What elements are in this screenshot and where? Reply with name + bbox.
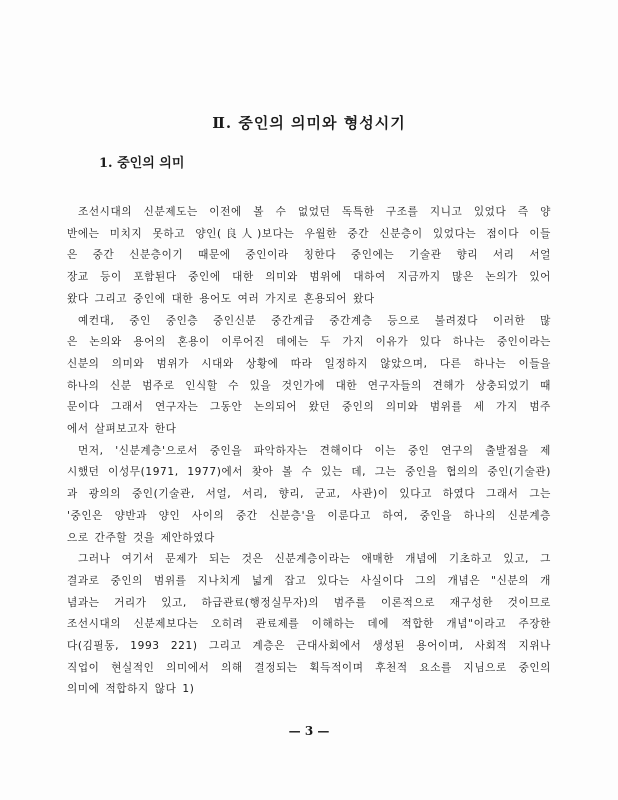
paragraph-4 (67, 549, 551, 701)
text-line: 의미에 적합하지 않다 1) (67, 683, 195, 696)
text-line: 먼저, '신분계층'으로서 중인을 파악하자는 견해이다 이는 중인 연구의 출발점을 제 (78, 444, 551, 457)
chapter-title: Ⅱ. 중인의 의미와 형성시기 (212, 114, 406, 132)
text-line: 으로 간주할 것을 제안하였다 (67, 531, 215, 544)
text-line: 결과로 중인의 범위를 지나치게 넓게 잡고 있다는 사실이다 그의 개념은 "신분의 개 (67, 574, 551, 587)
page-number: — 3 — (288, 724, 330, 738)
text-line: 그러나 여기서 문제가 되는 것은 신분계층이라는 애매한 개념에 기초하고 있고, 그 (78, 553, 551, 566)
text-line: 시했던 이성무(1971, 1977)에서 찾아 볼 수 있는 데, 그는 중인을 협의의 중인(기술관) (67, 466, 551, 479)
paragraph-1 (67, 202, 551, 311)
text-line: 다(김필동, 1993 221) 그리고 계층은 근대사회에서 생성된 용어이며, 사회적 지위나 (67, 640, 551, 653)
section-title: 1. 중인의 의미 (99, 156, 185, 171)
paragraph-3 (67, 441, 551, 550)
body-text (67, 202, 551, 701)
text-line: 하나의 신분 범주로 인식할 수 있을 것인가에 대한 연구자들의 견해가 상충되었기 때 (67, 379, 551, 392)
text-line: 념과는 거리가 있고, 하급관료(행정실무자)의 범주를 이론적으로 재구성한 것이므로 (67, 596, 551, 609)
text-line: 장교 등이 포함된다 중인에 대한 의미와 범위에 대하여 지금까지 많은 논의가 있어 (67, 271, 551, 284)
text-line: 문이다 그래서 연구자는 그동안 논의되어 왔던 중인의 의미와 범위를 세 가지 범주 (67, 401, 551, 414)
text-line: 에서 살펴보고자 한다 (67, 423, 177, 436)
text-line: 조선시대의 신분제보다는 오히려 관료제를 이해하는 데에 적합한 개념"이라고 주장한 (67, 618, 551, 631)
text-line: 신분의 의미와 범위가 시대와 상황에 따라 일정하지 않았으며, 다른 하나는 이들을 (67, 357, 551, 370)
text-line: '중인은 양반과 양인 사이의 중간 신분층'을 이룬다고 하여, 중인을 하나의 신분계층 (67, 509, 551, 522)
text-line: 조선시대의 신분제도는 이전에 볼 수 없었던 독특한 구조를 지니고 있었다 즉 양 (78, 206, 551, 218)
text-line: 은 논의와 용어의 혼용이 이루어진 데에는 두 가지 이유가 있다 하나는 중인이라는 (67, 336, 551, 349)
text-line: 은 중간 신분층이기 때문에 중인이라 칭한다 중인에는 기술관 향리 서리 서얼 (67, 249, 551, 262)
paragraph-2 (67, 311, 551, 441)
text-line: 왔다 그리고 중인에 대한 용어도 여러 가지로 혼용되어 왔다 (67, 292, 375, 305)
text-line: 반에는 미치지 못하고 양인(良人)보다는 우월한 중간 신분층이 있었다는 점이다 이들 (67, 227, 551, 240)
text-line: 과 광의의 중인(기술관, 서얼, 서리, 향리, 군교, 사관)이 있다고 하였다 그래서 그는 (67, 488, 551, 501)
text-line: 예컨대, 중인 중인층 중인신분 중간계급 중간계층 등으로 불려졌다 이러한 많 (78, 314, 551, 327)
text-line: 직업이 현실적인 의미에서 의해 결정되는 획득적이며 후천적 요소를 지님으로 중인의 (67, 661, 551, 674)
